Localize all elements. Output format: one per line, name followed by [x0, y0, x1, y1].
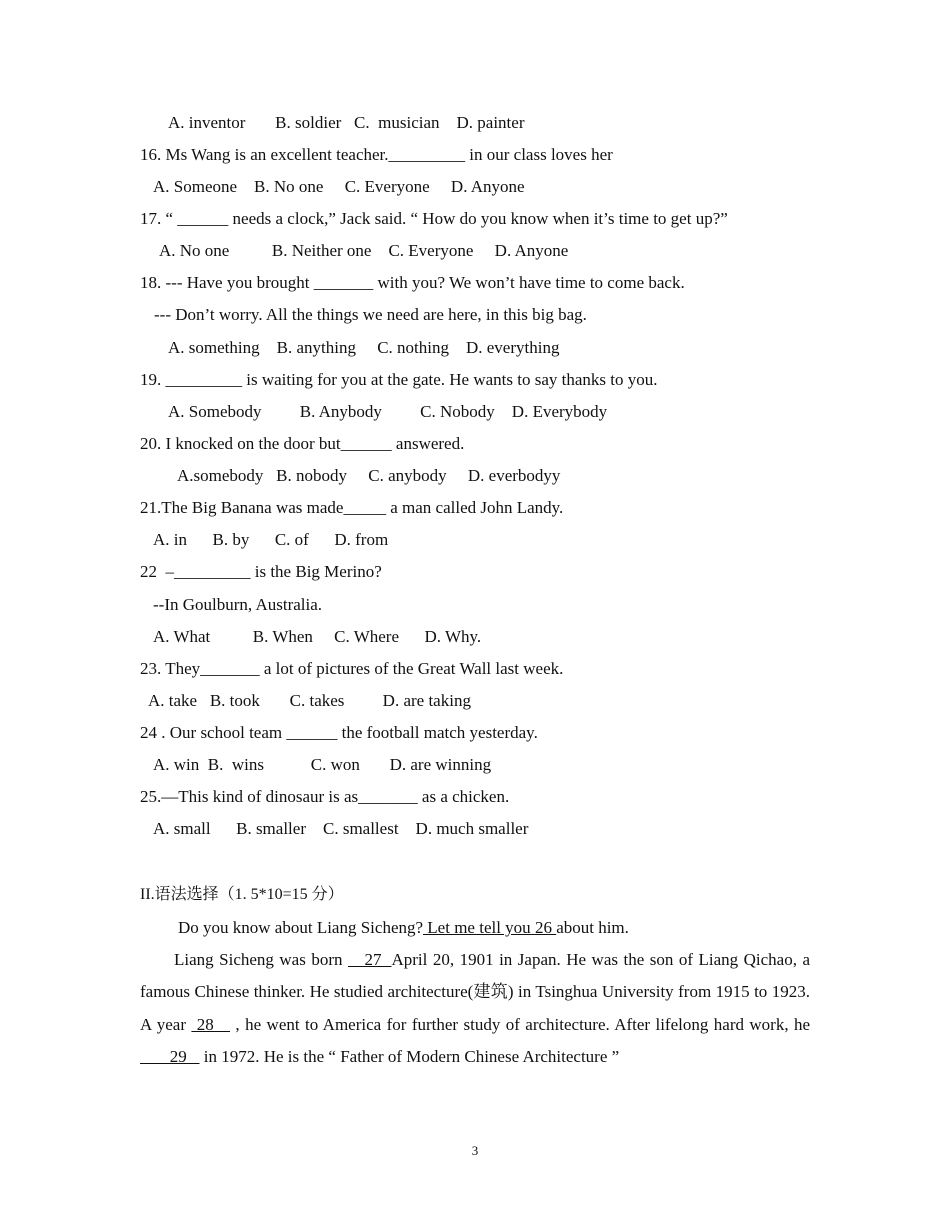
intro-text-end: about him.: [556, 918, 629, 937]
q18-question: 18. --- Have you brought _______ with you? We won’t have time to come back.: [140, 273, 685, 292]
passage-intro: [178, 918, 629, 938]
q16-options: A. Someone B. No one C. Everyone D. Anyone: [153, 177, 525, 196]
q21-question: 21.The Big Banana was made_____ a man called John Landy.: [140, 498, 564, 517]
intro-space: Let me tell you: [423, 918, 535, 937]
q20-options: A.somebody B. nobody C. anybody D. everbodyy: [177, 466, 561, 485]
section-heading: II.语法选择（1. 5*10=15 分）: [140, 886, 344, 903]
passage-text-a: Liang Sicheng was born: [174, 950, 348, 969]
passage-text-d: in 1972. He is the “ Father of Modern Chinese Architecture ”: [199, 1046, 620, 1066]
q25-question: 25.—This kind of dinosaur is as_______ as a chicken.: [140, 787, 510, 806]
q22-options: A. What B. When C. Where D. Why.: [153, 627, 482, 646]
q23-question: 23. They_______ a lot of pictures of the Great Wall last week.: [140, 659, 564, 678]
q18-options: A. something B. anything C. nothing D. everything: [168, 338, 560, 357]
q24-question: 24 . Our school team ______ the football match yesterday.: [140, 723, 538, 742]
q17-question: 17. “ ______ needs a clock,” Jack said. “ How do you know when it’s time to get up?”: [140, 209, 728, 228]
q20-question: 20. I knocked on the door but______ answered.: [140, 434, 465, 453]
blank-28: 28: [191, 1014, 231, 1034]
passage-text-c: , he went to America for further study of architecture. After lifelong hard work, he: [230, 1014, 811, 1034]
passage-paragraph: [140, 944, 810, 1073]
blank-26: 26: [534, 918, 557, 937]
q22-response: --In Goulburn, Australia.: [153, 595, 323, 614]
q19-options: A. Somebody B. Anybody C. Nobody D. Everybody: [168, 402, 608, 421]
q16-question: 16. Ms Wang is an excellent teacher._________ in our class loves her: [140, 145, 613, 164]
q15-options: A. inventor B. soldier C. musician D. painter: [168, 113, 525, 132]
passage-text-b: April 20, 1901 in Japan. He was the son of Liang Qichao, a famous Chinese thinker. He studied architecture(建筑) in Tsinghua University from 1915 to 1923. A year: [140, 950, 810, 1034]
q17-options: A. No one B. Neither one C. Everyone D. Anyone: [159, 241, 569, 260]
q21-options: A. in B. by C. of D. from: [153, 530, 389, 549]
q18-response: --- Don’t worry. All the things we need are here, in this big bag.: [154, 305, 587, 324]
q22-question: 22 –_________ is the Big Merino?: [140, 562, 382, 581]
q24-options: A. win B. wins C. won D. are winning: [153, 755, 492, 774]
page-number: 3: [471, 1143, 479, 1158]
intro-text: Do you know about Liang Sicheng?: [178, 918, 424, 937]
q25-options: A. small B. smaller C. smallest D. much smaller: [153, 819, 529, 838]
q19-question: 19. _________ is waiting for you at the gate. He wants to say thanks to you.: [140, 370, 658, 389]
blank-27: 27: [347, 950, 392, 969]
blank-29: 29: [140, 1046, 200, 1066]
q23-options: A. take B. took C. takes D. are taking: [148, 691, 471, 710]
